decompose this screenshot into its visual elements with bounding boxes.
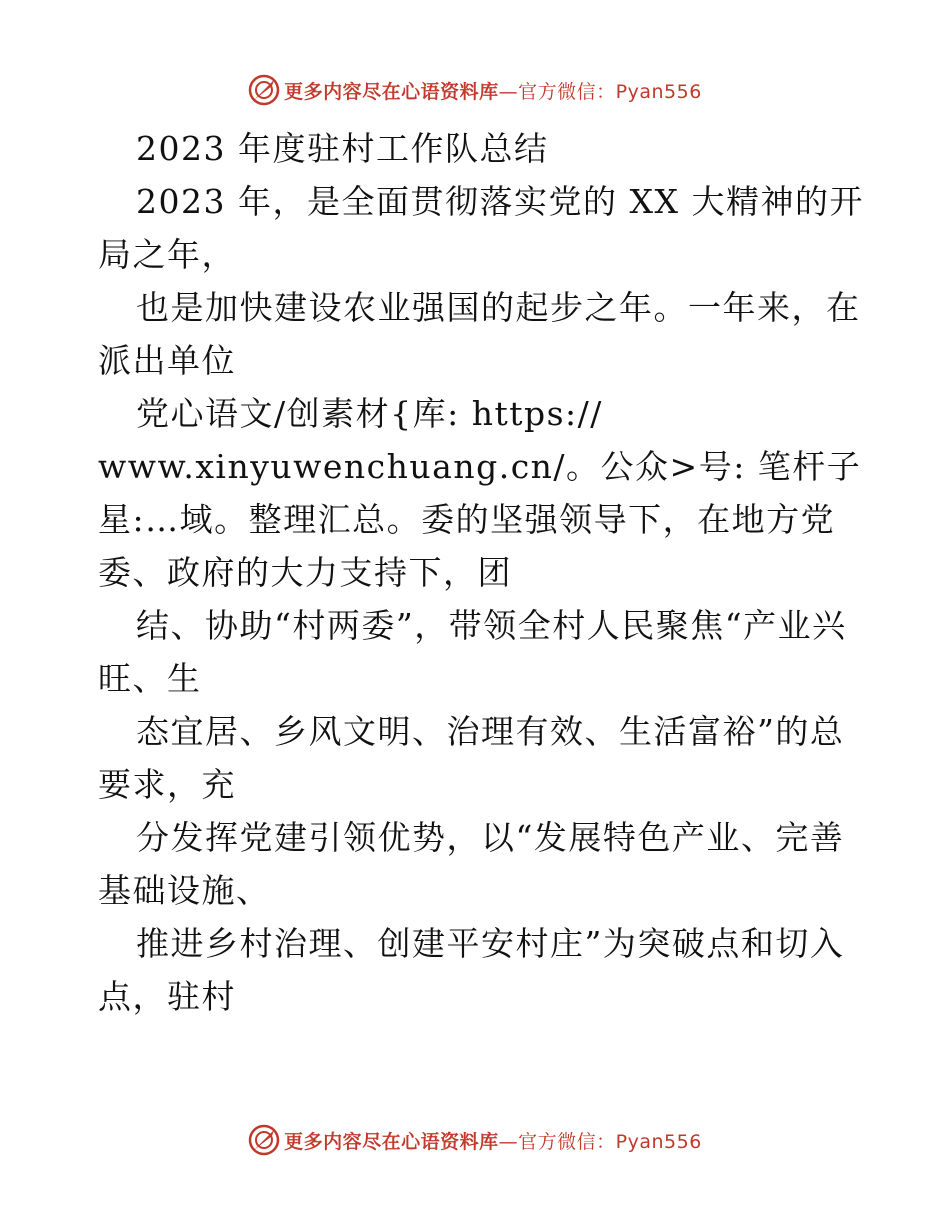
paragraph: www.xinyuwenchuang.cn/。公众>号: 笔杆子星:…域。整理汇总。委的坚强领导下，在地方党委、政府的大力支持下，团	[98, 447, 862, 592]
logo-icon	[248, 1124, 280, 1156]
document-title: 2023 年度驻村工作队总结	[136, 129, 549, 168]
paragraph: 分发挥党建引领优势，以“发展特色产业、完善基础设施、	[98, 818, 845, 910]
paragraph: 态宜居、乡风文明、治理有效、生活富裕”的总要求，充	[98, 712, 845, 804]
paragraph: 党心语文/创素材{库: https://	[136, 394, 603, 433]
paragraph: 结、协助“村两委”，带领全村人民聚焦“产业兴旺、生	[98, 606, 847, 698]
banner-text: 更多内容尽在心语资料库—官方微信：Pyan556	[284, 1130, 702, 1153]
paragraph: 推进乡村治理、创建平安村庄”为突破点和切入点，驻村	[98, 924, 845, 1016]
footer-banner	[0, 1120, 950, 1160]
paragraph: 2023 年，是全面贯彻落实党的 XX 大精神的开局之年，	[98, 182, 864, 274]
paragraph: 也是加快建设农业强国的起步之年。一年来，在派出单位	[98, 288, 861, 380]
document-body	[98, 122, 868, 1023]
header-banner	[0, 70, 950, 110]
banner-text: 更多内容尽在心语资料库—官方微信：Pyan556	[284, 80, 702, 103]
logo-icon	[248, 74, 280, 106]
